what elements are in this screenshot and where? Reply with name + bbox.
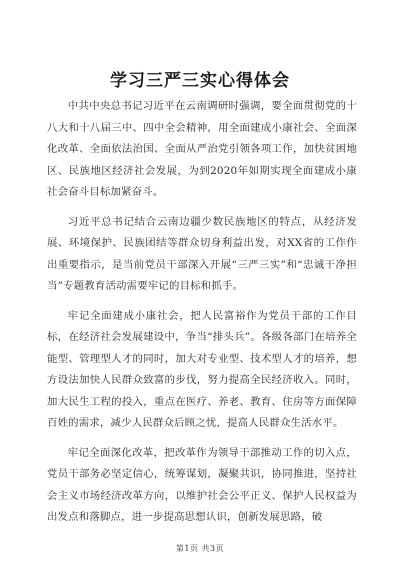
paragraph: 中共中央总书记习近平在云南调研时强调，要全面贯彻党的十八大和十八届三中、四中全会精神，用全面建成小康社会、全面深化改革、全面依法治国、全面从严治党引领各项工作，加快贫困地区、民族地区经济社会发展，为到2020年如期实现全面建成小康社会奋斗目标加紧奋斗。 [47, 100, 357, 198]
page-number: 第1页 共3页 [175, 544, 225, 553]
paragraph: 牢记全面建成小康社会，把人民富裕作为党员干部的工作目标，在经济社会发展建设中，争当“排头兵”。各级各部门在培养全能型、管理型人才的同时，加大对专业型、技术型人才的培养，想方设法加快人民群众致富的步伐，努力提高全民经济收入。同时，加大民生工程的投入，重点在医疗、养老、教育、住房等方面保障百姓的需求，减少人民群众后顾之忧，提高人民群众生活水平。 [47, 309, 357, 429]
paragraph: 牢记全面深化改革，把改革作为领导干部推动工作的切入点，党员干部务必坚定信心，统筹谋划，凝聚共识，协同推进，坚持社会主义市场经济改革方向，以维护社会公平正义、保护人民权益为出发点和落脚点，进一步提高思想认识，创新发展思路，破 [47, 446, 357, 523]
paragraph: 习近平总书记结合云南边疆少数民族地区的特点，从经济发展、环境保护、民族团结等群众切身利益出发，对XX省的工作作出重要指示，是当前党员干部深入开展“三严三实”和“忠诚干净担当”专题教育活动需要牢记的目标和抓手。 [47, 215, 357, 292]
document-body [47, 96, 357, 533]
document-title: 学习三严三实心得体会 [110, 71, 290, 91]
